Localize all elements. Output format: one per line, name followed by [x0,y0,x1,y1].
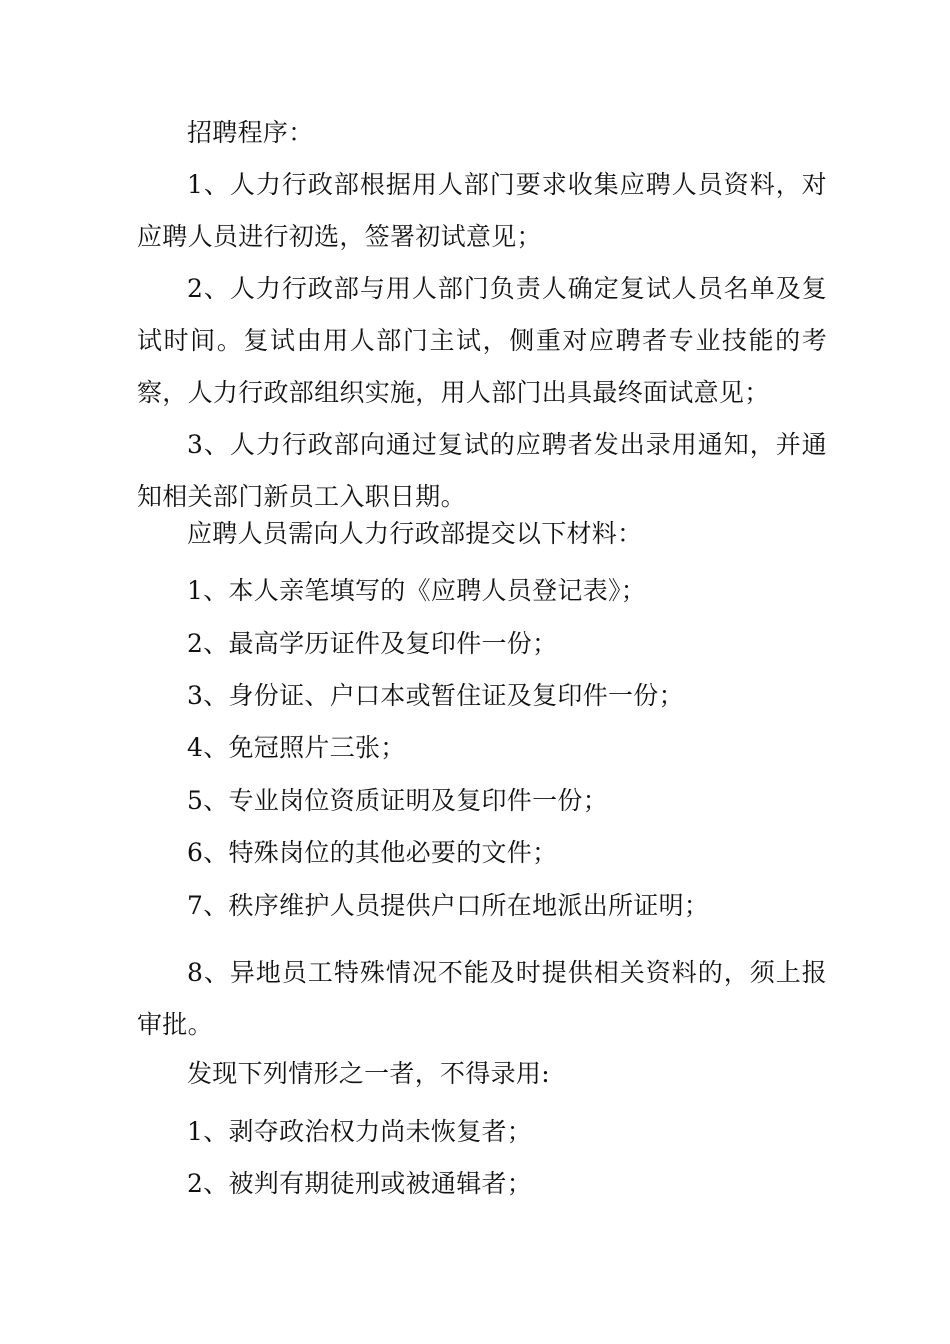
material-item-5: 5、专业岗位资质证明及复印件一份； [187,786,609,815]
disqualification-item-1: 1、剥夺政治权力尚未恢复者； [187,1117,533,1146]
heading-required-materials: 应聘人员需向人力行政部提交以下材料： [187,519,643,548]
material-item-8: 8、异地员工特殊情况不能及时提供相关资料的，须上报审批。 [137,958,827,1039]
material-item-1: 1、本人亲笔填写的《应聘人员登记表》； [187,576,647,605]
heading-disqualifications: 发现下列情形之一者，不得录用: [187,1059,550,1088]
disqualification-item-2: 2、被判有期徒刑或被通辑者； [187,1169,533,1198]
procedure-step-2: 2、人力行政部与用人部门负责人确定复试人员名单及复试时间。复试由用人部门主试，侧重对应聘者专业技能的考察，人力行政部组织实施，用人部门出具最终面试意见； [137,274,827,407]
material-item-6: 6、特殊岗位的其他必要的文件； [187,838,558,867]
heading-recruitment-procedure: 招聘程序： [187,118,314,147]
material-item-3: 3、身份证、户口本或暂住证及复印件一份； [187,681,684,710]
procedure-step-1: 1、人力行政部根据用人部门要求收集应聘人员资料，对应聘人员进行初选，签署初试意见； [137,170,827,251]
procedure-step-3: 3、人力行政部向通过复试的应聘者发出录用通知，并通知相关部门新员工入职日期。 [137,430,827,511]
material-item-4: 4、免冠照片三张； [187,733,406,762]
material-item-7: 7、秩序维护人员提供户口所在地派出所证明； [187,891,710,920]
material-item-2: 2、最高学历证件及复印件一份； [187,629,558,658]
